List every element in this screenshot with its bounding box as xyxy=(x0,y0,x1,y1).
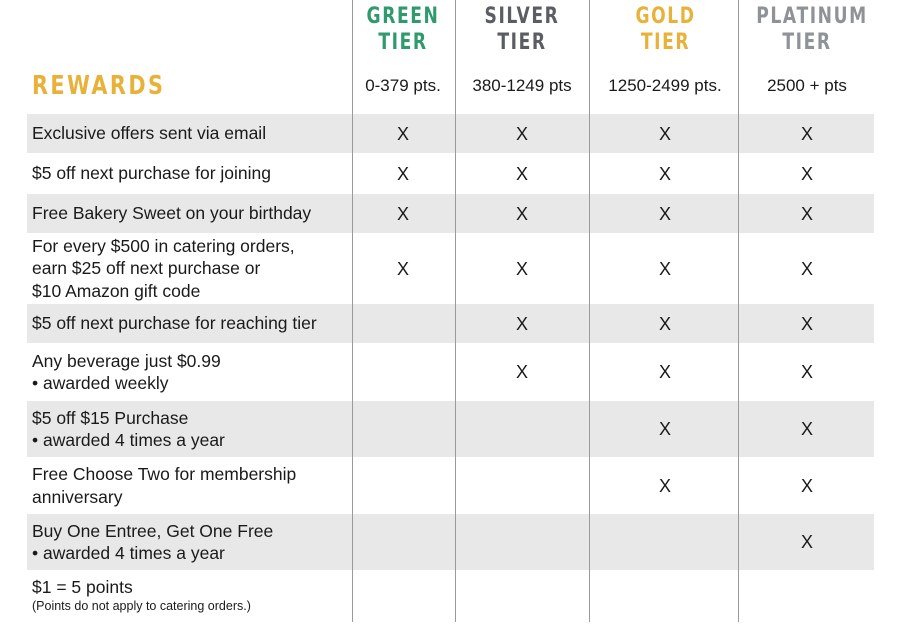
points-rule: $1 = 5 points xyxy=(32,577,133,597)
tier-check-mark: X xyxy=(515,362,528,382)
reward-row xyxy=(27,114,874,153)
rewards-heading: REWARDS xyxy=(32,71,166,101)
reward-label xyxy=(32,162,271,185)
reward-label-line: For every $500 in catering orders, xyxy=(32,235,295,256)
tier-name-line1: SILVER xyxy=(484,4,560,29)
tier-check-mark: X xyxy=(800,163,813,184)
tier-points-4: 2500 + pts xyxy=(767,76,847,95)
reward-label xyxy=(32,202,311,225)
tier-check-mark: X xyxy=(658,362,671,382)
reward-row xyxy=(27,344,874,400)
tier-check-mark: X xyxy=(658,203,671,224)
tier-check-mark: X xyxy=(515,258,528,279)
tier-check-mark: X xyxy=(396,258,409,279)
reward-label-line: anniversary xyxy=(32,486,123,507)
reward-row xyxy=(27,234,874,303)
reward-label-line: • awarded 4 times a year xyxy=(32,543,225,563)
reward-label-line: $5 off next purchase for joining xyxy=(32,163,272,184)
tier-check-mark: X xyxy=(800,362,813,382)
tier-check-mark: X xyxy=(658,313,671,334)
tier-check-mark: X xyxy=(800,258,813,279)
reward-row xyxy=(27,514,874,570)
reward-label xyxy=(32,312,317,335)
reward-label-line: • awarded weekly xyxy=(32,373,169,393)
tier-check-mark: X xyxy=(515,123,528,144)
tier-check-mark: X xyxy=(800,475,813,496)
column-divider xyxy=(455,0,456,622)
reward-label-line: Buy One Entree, Get One Free xyxy=(32,520,274,541)
reward-label-line: • awarded 4 times a year xyxy=(32,430,225,450)
tier-points-1: 0-379 pts. xyxy=(365,76,441,95)
reward-label xyxy=(32,520,273,565)
tier-name-line2: TIER xyxy=(782,30,832,55)
tier-check-mark: X xyxy=(515,203,528,224)
reward-row xyxy=(27,458,874,513)
tier-name-line2: TIER xyxy=(497,30,547,55)
reward-label-line: Free Bakery Sweet on your birthday xyxy=(32,203,312,224)
reward-label-line: earn $25 off next purchase or xyxy=(32,258,261,279)
reward-label xyxy=(32,122,266,145)
tier-name-1 xyxy=(364,4,442,56)
reward-label-line: Any beverage just $0.99 xyxy=(32,350,221,371)
reward-row xyxy=(27,304,874,343)
tier-name-3 xyxy=(608,4,721,56)
reward-row xyxy=(27,194,874,233)
tier-points-3: 1250-2499 pts. xyxy=(608,76,722,95)
catering-note: (Points do not apply to catering orders.) xyxy=(32,599,251,613)
tier-check-mark: X xyxy=(658,419,671,439)
reward-label xyxy=(32,407,225,452)
tier-check-mark: X xyxy=(396,203,409,224)
reward-label-line: $5 off $15 Purchase xyxy=(32,407,189,428)
tier-name-line1: GOLD xyxy=(634,4,696,29)
tier-name-2 xyxy=(471,4,572,56)
tier-check-mark: X xyxy=(515,163,528,184)
reward-label-line: $5 off next purchase for reaching tier xyxy=(32,313,317,334)
reward-label-line: $10 Amazon gift code xyxy=(32,280,201,301)
tier-name-line1: PLATINUM xyxy=(756,4,868,29)
reward-label-line: Exclusive offers sent via email xyxy=(32,123,267,144)
tier-points-2: 380-1249 pts xyxy=(472,76,572,95)
tier-check-mark: X xyxy=(658,163,671,184)
tier-name-line1: GREEN xyxy=(366,4,440,29)
tier-name-line2: TIER xyxy=(378,30,428,55)
reward-label xyxy=(32,463,296,508)
tier-check-mark: X xyxy=(800,419,813,439)
tier-check-mark: X xyxy=(800,313,813,334)
column-divider xyxy=(589,0,590,622)
tier-check-mark: X xyxy=(800,123,813,144)
tier-check-mark: X xyxy=(515,313,528,334)
points-footer xyxy=(32,577,251,614)
tier-check-mark: X xyxy=(658,258,671,279)
tier-check-mark: X xyxy=(658,123,671,144)
column-divider xyxy=(352,0,353,622)
reward-row xyxy=(27,154,874,193)
reward-row xyxy=(27,401,874,457)
tier-name-4 xyxy=(756,4,868,56)
tier-check-mark: X xyxy=(396,123,409,144)
reward-label xyxy=(32,350,221,395)
tier-check-mark: X xyxy=(800,203,813,224)
reward-label-line: Free Choose Two for membership xyxy=(32,464,297,484)
tier-check-mark: X xyxy=(658,475,671,496)
tier-name-line2: TIER xyxy=(640,30,690,55)
tier-check-mark: X xyxy=(800,532,813,552)
reward-label xyxy=(32,235,295,303)
tier-check-mark: X xyxy=(396,163,409,184)
column-divider xyxy=(738,0,739,622)
